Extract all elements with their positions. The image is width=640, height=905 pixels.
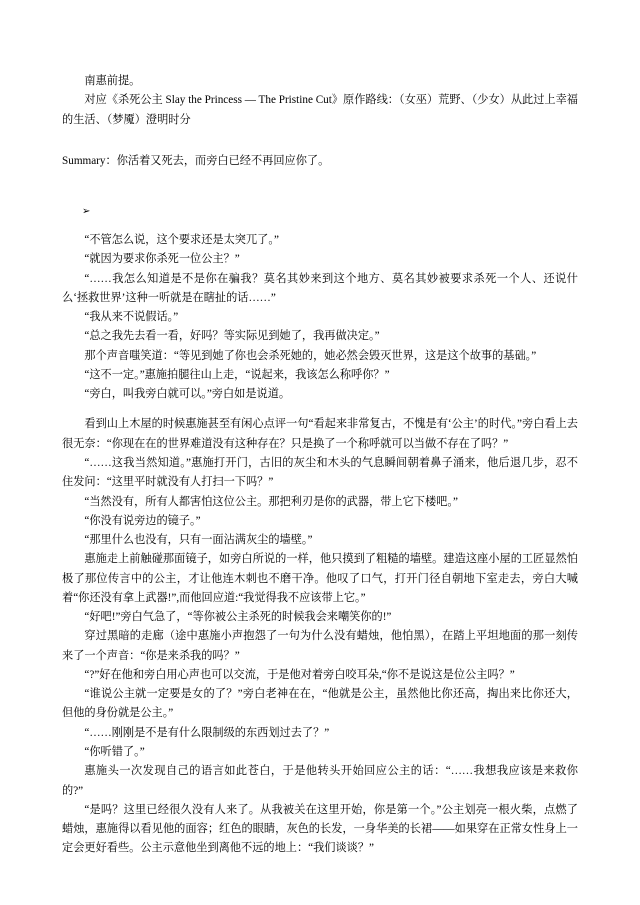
spacer	[62, 193, 578, 204]
paragraph-premise: 南惠前提。	[84, 75, 141, 87]
narration-line-7: “是吗？这里已经很久没有人来了。从我被关在这里开始，你是第一个。”公主划亮一根火柴，点燃了蜡烛，惠施得以看见他的面容；红色的眼睛，灰色的长发，一身华美的长裙——如果穿在正常女性身上一定会更好看些。公主示意他坐到离他不远的地上：“我们谈谈？”	[62, 803, 578, 855]
dialogue-line-3: “……我怎么知道是不是你在骗我？莫名其妙来到这个地方、莫名其妙被要求杀死一个人、还说什么‘拯救世界’这种一听就是在瞎扯的话……”	[62, 272, 578, 304]
bullet-marker: ➢	[82, 206, 91, 218]
document-body	[62, 72, 578, 859]
spacer	[62, 130, 578, 152]
dialogue-line-9: “你没有说旁边的镜子。”	[84, 514, 201, 527]
paragraph-route-reference: 对应《杀死公主 Slay the Princess — The Pristine Cut》原作路线：（女巫）荒野、（少女）从此过上幸福的生活、（梦魇）澄明时分	[62, 94, 578, 126]
dialogue-line-7: “旁白，叫我旁白就可以。”旁白如是说道。	[84, 388, 291, 401]
dialogue-line-2: “就因为要求你杀死一位公主？”	[84, 253, 240, 266]
narration-line-6: 惠施头一次发现自己的语言如此苍白，于是他转头开始回应公主的话：“……我想我应该是来救你的?”	[62, 765, 578, 797]
dialogue-line-5: “总之我先去看一看，好吗？等实际见到她了，我再做决定。”	[84, 330, 380, 343]
dialogue-line-15: “你听错了。”	[84, 745, 145, 758]
spacer	[62, 171, 578, 193]
dialogue-line-11: “好吧!”旁白气急了，“等你被公主杀死的时候我会来嘲笑你的!”	[84, 611, 392, 624]
dialogue-line-6: “这不一定。”惠施拍腿往山上走，“说起来，我该怎么称呼你？”	[84, 368, 390, 381]
narration-line-4: 惠施走上前触碰那面镜子，如旁白所说的一样，他只摸到了粗糙的墙壁。建造这座小屋的工匠显然怕极了那位传言中的公主，才让他连木刺也不磨干净。他叹了口气，打开门径自朝地下室走去，旁白大喊着“你还没有拿上武器!”,而他回应道:“我觉得我不应该带上它。”	[62, 553, 578, 604]
dialogue-line-14: “……刚刚是不是有什么限制级的东西划过去了？”	[84, 726, 330, 739]
dialogue-line-12: “?”好在他和旁白用心声也可以交流，于是他对着旁白咬耳朵,“你不是说这是位公主吗？”	[84, 668, 515, 681]
paragraph-summary: Summary：你活着又死去，而旁白已经不再回应你了。	[62, 154, 330, 167]
dialogue-line-8: “当然没有，所有人都害怕这位公主。那把利刃是你的武器，带上它下楼吧。”	[84, 495, 458, 508]
spacer	[62, 404, 578, 415]
dialogue-line-1: “不管怎么说，这个要求还是太突兀了。”	[84, 234, 279, 247]
spacer	[62, 220, 578, 231]
dialogue-line-10: “那里什么也没有，只有一面沾满灰尘的墙壁。”	[84, 534, 313, 547]
narration-line-3: “……这我当然知道。”惠施打开门，古旧的灰尘和木头的气息瞬间朝着鼻子涌来，他后退几步，忍不住发问：“这里平时就没有人打扫一下吗？”	[62, 456, 578, 489]
narration-line-1: 那个声音嗤笑道：“等见到她了你也会杀死她的，她必然会毁灭世界，这是这个故事的基础。”	[84, 349, 537, 362]
narration-line-2: 看到山上木屋的时候惠施甚至有闲心点评一句“看起来非常复古，不愧是有‘公主’的时代。”旁白看上去很无奈：“你现在在的世界难道没有这种存在？只是换了一个称呼就可以当做不存在了吗？”	[62, 418, 578, 450]
dialogue-line-4: “我从来不说假话。”	[84, 311, 179, 324]
narration-line-5: 穿过黑暗的走廊（途中惠施小声抱怨了一句为什么没有蜡烛，他怕黑），在踏上平坦地面的那一刻传来了一个声音：“你是来杀我的吗？”	[62, 630, 578, 662]
dialogue-line-13: “谁说公主就一定要是女的了？”旁白老神在在，“他就是公主，虽然他比你还高，掏出来比你还大，但他的身份就是公主。”	[62, 688, 578, 720]
